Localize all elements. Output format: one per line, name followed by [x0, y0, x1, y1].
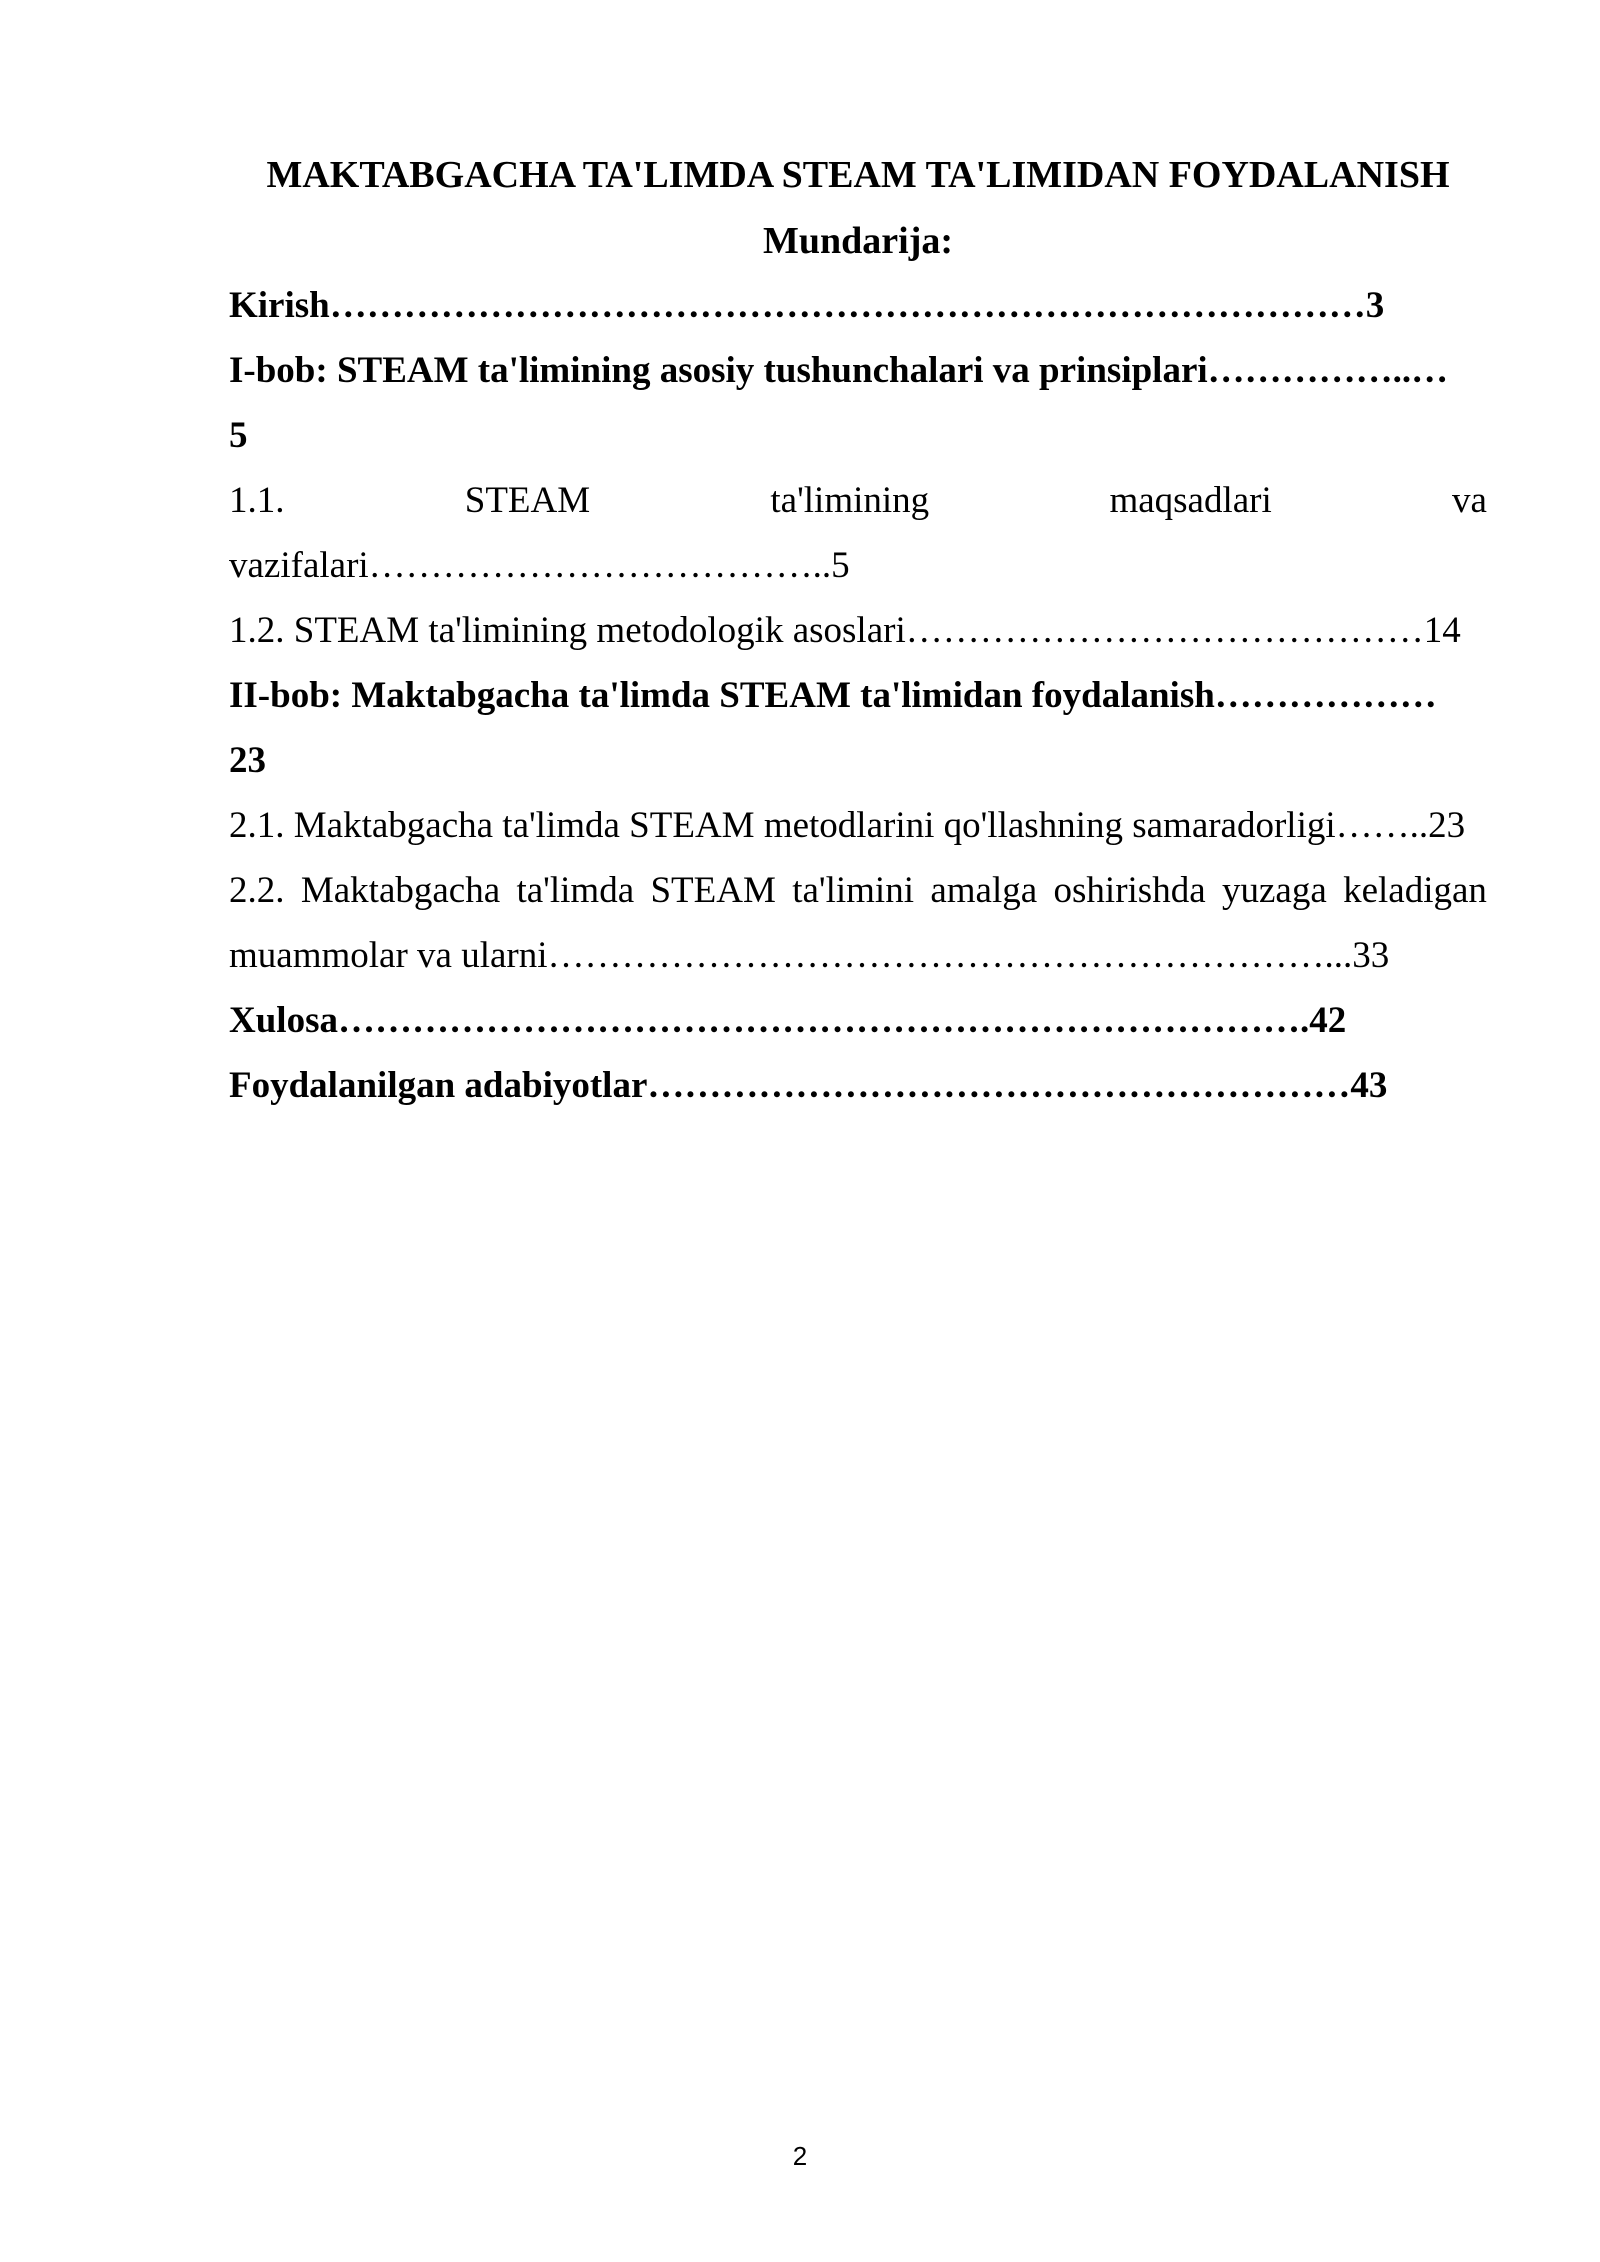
document-title: MAKTABGACHA TA'LIMDA STEAM TA'LIMIDAN FOYDALANISH	[266, 154, 1450, 196]
page-number: 2	[792, 2141, 808, 2171]
toc-entry-1-1[interactable]	[229, 477, 1487, 542]
table-of-contents	[229, 282, 1487, 1127]
toc-word: amalga	[930, 870, 1038, 911]
toc-word: ta'limining	[770, 480, 930, 521]
toc-heading: Mundarija:	[763, 220, 953, 262]
toc-word: STEAM	[650, 870, 776, 911]
toc-word: ta'limini	[792, 870, 914, 911]
toc-word: va	[1452, 480, 1487, 521]
toc-entry-2-2-cont: muammolar va ularni………………………………………………………...33	[229, 935, 1390, 976]
toc-word: keladigan	[1343, 870, 1487, 911]
toc-word: 1.1.	[229, 480, 285, 521]
toc-entry-bob2-page: 23	[229, 740, 266, 781]
toc-entry-kirish[interactable]: Kirish…………………………………………………………………………3	[229, 285, 1385, 326]
toc-entry-xulosa[interactable]: Xulosa…………………………………………………………………….42	[229, 1000, 1347, 1041]
toc-word: Maktabgacha	[300, 870, 501, 911]
toc-entry-bob2[interactable]: II-bob: Maktabgacha ta'limda STEAM ta'limidan foydalanish………………	[229, 675, 1437, 716]
toc-entry-bob1-page: 5	[229, 415, 248, 456]
toc-entry-1-1-cont: vazifalari………………………………..5	[229, 545, 850, 586]
toc-entry-1-2[interactable]: 1.2. STEAM ta'limining metodologik asoslari……………………………………14	[229, 610, 1461, 651]
toc-word: maqsadlari	[1109, 480, 1272, 521]
toc-entry-adabiyotlar[interactable]: Foydalanilgan adabiyotlar…………………………………………………43	[229, 1065, 1388, 1106]
toc-word: 2.2.	[229, 870, 285, 911]
toc-entry-bob1[interactable]: I-bob: STEAM ta'limining asosiy tushunchalari va prinsiplari……………..…	[229, 350, 1449, 391]
toc-entry-2-1[interactable]: 2.1. Maktabgacha ta'limda STEAM metodlarini qo'llashning samaradorligi……..23	[229, 805, 1466, 846]
toc-word: STEAM	[464, 480, 591, 521]
toc-word: ta'limda	[516, 870, 635, 911]
toc-entry-2-2[interactable]	[229, 867, 1487, 932]
toc-word: yuzaga	[1221, 870, 1327, 911]
toc-word: oshirishda	[1053, 870, 1206, 911]
